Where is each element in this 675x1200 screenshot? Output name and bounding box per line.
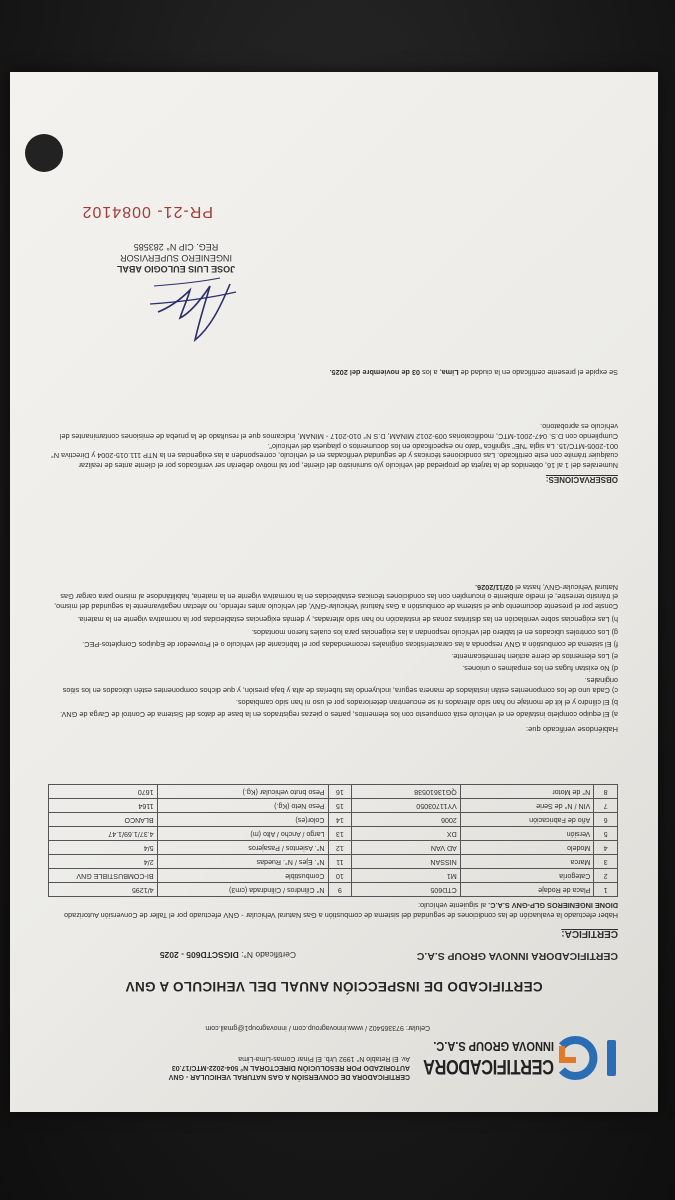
- letterhead-text: [50, 1053, 410, 1080]
- letterhead-contact: Celular: 973365402 / www.innovagroup.com / innovagroup1@gmail.com: [205, 1024, 430, 1031]
- field-value: BI-COMBUSTIBLE GNV: [49, 869, 158, 883]
- table-row: [49, 813, 618, 827]
- row-number: 8: [594, 785, 618, 799]
- observation-item: Cumpliendo con D.S. 047-2001-MTC, modificatorias 009-2012 MINAM, D.S N° 010-2017 - MINAM, indicamos que el resultado de la prueba de emisiones contaminantes del vehículo es aprobatorio.: [59, 422, 618, 442]
- check-item: e) Los elementos de cierre actúen herméticamente.: [451, 651, 618, 661]
- row-number: 6: [594, 813, 618, 827]
- company-logo-icon: [556, 1034, 620, 1082]
- issue-text-mid: , a los: [420, 368, 442, 377]
- field-label: N°. Asientos / Pasajeros: [157, 841, 328, 855]
- field-label: Año de Fabricación: [460, 813, 594, 827]
- paper-hole: [25, 134, 63, 172]
- verified-heading: Habiéndose verificado que:: [525, 725, 618, 734]
- intro-text: Haber efectuado la evaluación de las condiciones de seguridad del sistema de combustión a Gas Natural Vehicular - GNV efectuado por el Taller de Conversión Autorizado: [64, 911, 618, 920]
- field-label: N° de Motor: [460, 785, 594, 799]
- field-label: Marca: [460, 855, 594, 869]
- field-value: 4.37/1.69/1.47: [49, 827, 158, 841]
- field-label: N° Cilindros / Cilindrada (cm3): [157, 883, 328, 897]
- field-value: CTD605: [352, 883, 461, 897]
- letterhead-line2: AUTORIZADO POR RESOLUCIÓN DIRECTORAL N° 504-2022-MTC/17.03: [171, 1064, 410, 1072]
- field-value: 5/4: [49, 841, 158, 855]
- serial-number: PR-21- 0084102: [81, 203, 213, 220]
- letterhead-line1: CERTIFICADORA DE CONVERSIÓN A GAS NATURAL VEHICULAR - GNV: [168, 1073, 410, 1080]
- checks-list: [48, 580, 618, 720]
- conste-paragraph: [48, 582, 618, 611]
- field-value: AD VAN: [352, 841, 461, 855]
- validity-date: 02/11/2026.: [475, 582, 514, 592]
- vehicle-table: [48, 784, 618, 897]
- certificate-page: [10, 72, 658, 1112]
- certificate-number-value: DIGSCTD605 - 2025: [159, 950, 239, 960]
- brand-name: CERTIFICADORA: [423, 1055, 554, 1078]
- field-label: Peso bruto vehicular (Kg.): [157, 785, 328, 799]
- check-item: h) Las exigencias sobre ventilación en las distintas zonas de instalación no han sido alteradas, y demás exigencias establecidas por la normativa vigente en la materia.: [77, 615, 618, 625]
- signer-name: JOSE LUIS EULOGIO ABAL: [116, 264, 236, 274]
- field-label: Color(es): [157, 813, 328, 827]
- row-number: 11: [328, 855, 352, 869]
- row-number: 14: [328, 813, 352, 827]
- certificate-content: [10, 72, 658, 1112]
- issue-city: Lima: [441, 368, 459, 377]
- field-label: Versión: [460, 827, 594, 841]
- row-number: 3: [594, 855, 618, 869]
- issue-text: Se expide el presente certificado en la ciudad de: [458, 368, 618, 377]
- intro-text-end: al siguiente vehículo:: [418, 901, 489, 911]
- company-name: CERTIFICADORA INNOVA GROUP S.A.C: [416, 950, 618, 962]
- row-number: 5: [594, 827, 618, 841]
- letterhead: [50, 1004, 620, 1082]
- row-number: 1: [594, 883, 618, 897]
- row-number: 16: [328, 785, 352, 799]
- letterhead-address: Av. El Retablo N° 1992 Urb. El Pinar Comas-Lima-Lima: [238, 1055, 410, 1063]
- field-label: Categoría: [460, 869, 594, 883]
- table-row: [49, 785, 618, 799]
- check-item: b) El cilindro y el kit de montaje no han sido alterados ni se encuentran deteriorados por el uso ni han sido cambiados.: [235, 697, 618, 707]
- row-number: 7: [594, 799, 618, 813]
- check-item: d) No existan fugas en los empalmes o uniones.: [462, 664, 618, 673]
- field-label: Largo / Ancho / Alto (m): [157, 827, 328, 841]
- row-number: 2: [594, 869, 618, 883]
- field-value: 2/4: [49, 855, 158, 869]
- field-label: Peso Neto (Kg.): [157, 799, 328, 813]
- signer-title: INGENIERO SUPERVISOR: [120, 253, 232, 264]
- table-row: [49, 883, 618, 897]
- table-row: [49, 869, 618, 883]
- row-number: 4: [594, 841, 618, 855]
- table-row: [49, 827, 618, 841]
- field-value: DX: [352, 827, 461, 841]
- field-label: N°. Ejes / N°. Ruedas: [157, 855, 328, 869]
- brand-subname: INNOVA GROUP S.A.C.: [433, 1039, 554, 1054]
- field-label: Placa de Rodaje: [460, 883, 594, 897]
- workshop-name: DIONE INGENIEROS GLP-GNV S.A.C.: [488, 901, 618, 911]
- certificate-number: [160, 949, 296, 960]
- field-value: VY11703050: [352, 799, 461, 813]
- field-value: 4/1295: [49, 883, 158, 897]
- handwritten-signature: [140, 274, 250, 348]
- intro-paragraph: [48, 901, 618, 920]
- issue-date: 03 de noviembre del 2025.: [329, 368, 421, 377]
- certifica-heading: CERTIFICA:: [561, 928, 618, 939]
- field-value: 1670: [49, 785, 158, 799]
- observations: [48, 422, 618, 470]
- table-row: [49, 841, 618, 855]
- field-value: NISSAN: [352, 855, 461, 869]
- field-label: Combustible: [157, 869, 328, 883]
- field-value: QG13610538: [352, 785, 461, 799]
- field-value: BLANCO: [49, 813, 158, 827]
- check-item: a) El equipo completo instalado en el vehículo está compuesto con los elementos, partes o piezas registrados en la base de datos del Sistema de Control de Carga de GNV.: [60, 710, 618, 719]
- signer-block: [76, 242, 276, 274]
- table-row: [49, 799, 618, 813]
- conste-text: Conste por el presente documento que el sistema de combustión a Gas Natural Vehicular-GNV, del vehículo antes referido, no afectan negativamente la seguridad del mismo, el tránsito terrestre, el medio ambiente o incumplen con las condiciones técnicas establecidas en la normativa vigente en la materia, habilitándose al mismo para cargar Gas Natural Vehicular-GNV, hasta el: [54, 582, 618, 611]
- field-label: VIN / N° de Serie: [460, 799, 594, 813]
- observations-heading: OBSERVACIONES:: [545, 475, 618, 484]
- check-item: g) Los controles ubicados en el tablero del vehículo respondan a las exigencias para los cuales fueron montados.: [251, 627, 618, 637]
- table-row: [49, 855, 618, 869]
- row-number: 10: [328, 869, 352, 883]
- row-number: 12: [328, 841, 352, 855]
- field-label: Modelo: [460, 841, 594, 855]
- issue-statement: [48, 367, 618, 377]
- row-number: 9: [328, 883, 352, 897]
- check-item: f) El sistema de combustión a GNV responda a las características originales recomendadas por el fabricante del vehículo o el Proveedor de Equipos Completos-PEC.: [82, 639, 618, 649]
- signer-registration: REG. CIP N° 283585: [133, 242, 219, 253]
- check-item: c) Cada uno de los componentes están instalados de manera segura, incluyendo las tuberías de alta y baja presión, y que dichos componentes estén ubicados en los sitios originales.: [62, 676, 618, 695]
- document-title: CERTIFICADO DE INSPECCIÓN ANUAL DEL VEHICULO A GNV: [125, 979, 543, 994]
- observation-item: Numerales del 1 al 16, obtenidos de la tarjeta de propiedad del vehículo y/o suministro del cliente, por tal motivo deberán ser verificados por el cliente antes de realizar cualquier trámite con este certificado. Las condiciones técnicas y de seguridad verificadas en el vehículo, corresponden a las exigencias en la NTP 111.015-2004 y Directiva N° 001-2005-MTC/15. La sigla "NE" significa "dato no especificado en los documentos o plaqueta del vehículo".: [50, 441, 618, 470]
- field-value: 2006: [352, 813, 461, 827]
- field-value: M1: [352, 869, 461, 883]
- row-number: 15: [328, 799, 352, 813]
- certificate-number-label: Certificado N°:: [241, 950, 296, 960]
- field-value: 1164: [49, 799, 158, 813]
- row-number: 13: [328, 827, 352, 841]
